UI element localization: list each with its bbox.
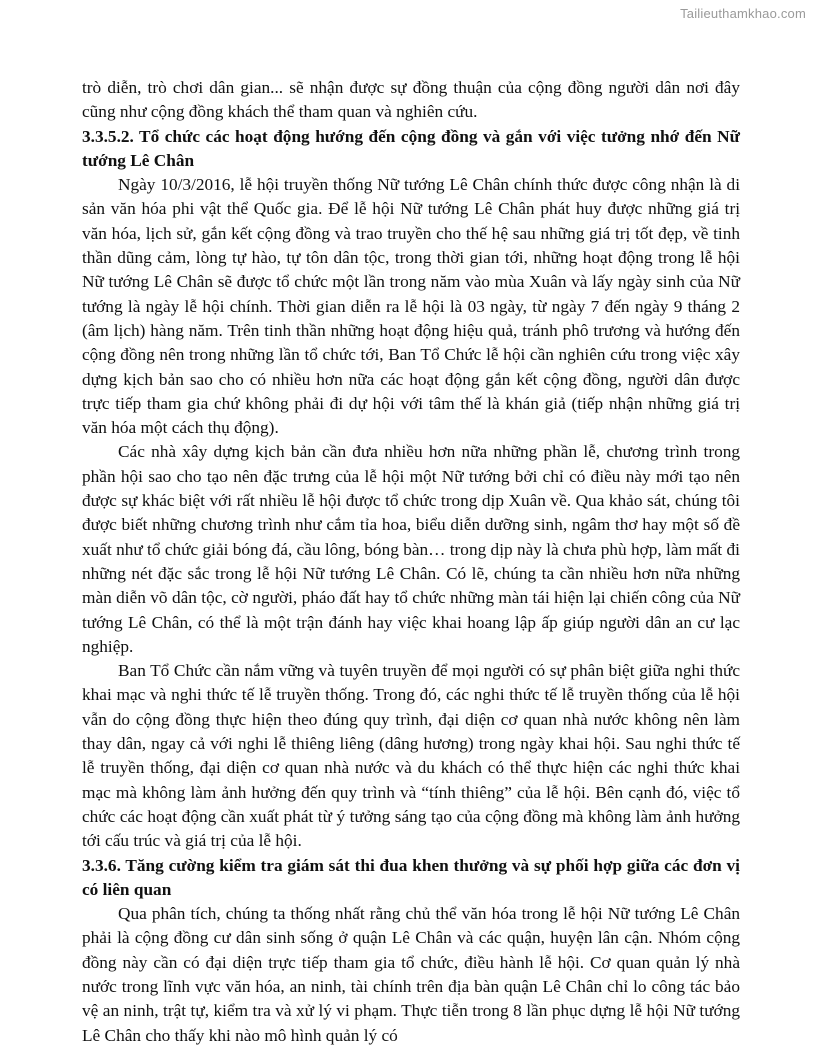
intro-paragraph: trò diễn, trò chơi dân gian... sẽ nhận được sự đồng thuận của cộng đồng người dân nơi đây cũng như cộng đồng khách thể tham quan và nghiên cứu. [82, 78, 740, 122]
paragraph: Các nhà xây dựng kịch bản cần đưa nhiều hơn nữa những phần lễ, chương trình trong phần hội sao cho tạo nên đặc trưng của lễ hội một Nữ tướng bởi chỉ có điều này mới tạo nên được sự khác biệt với rất nhiều lễ hội được tổ chức trong dịp Xuân về. Qua khảo sát, chúng tôi được biết những chương trình như cắm tỉa hoa, biểu diễn dưỡng sinh, ngâm thơ hay một số đề xuất như tổ chức giải bóng đá, cầu lông, bóng bàn… trong dịp này là chưa phù hợp, làm mất đi những nét đặc sắc trong lễ hội Nữ tướng Lê Chân. Có lẽ, chúng ta cần nhiều hơn nữa những màn diễn võ dân tộc, cờ người, pháo đất hay tổ chức những màn tái hiện lại chiến công của Nữ tướng Lê Chân, có thể là một trận đánh hay việc khai hoang lập ấp giúp người dân an cư lạc nghiệp. [82, 442, 740, 656]
section-heading-3-3-5-2: 3.3.5.2. Tổ chức các hoạt động hướng đến cộng đồng và gắn với việc tưởng nhớ đến Nữ tướng Lê Chân [82, 126, 740, 170]
paragraph: Ban Tổ Chức cần nắm vững và tuyên truyền để mọi người có sự phân biệt giữa nghi thức khai mạc và nghi thức tế lễ truyền thống. Trong đó, các nghi thức tế lễ truyền thống của lễ hội vẫn do cộng đồng thực hiện theo đúng quy trình, đại diện cơ quan nhà nước không nên làm thay dân, ngay cả với nghi lễ thiêng liêng (dâng hương) trong ngày khai hội. Sau nghi thức tế lễ truyền thống, đại diện cơ quan nhà nước và du khách có thể thực hiện các nghi thức khai mạc mà không làm ảnh hưởng đến quy trình và “tính thiêng” của lễ hội. Bên cạnh đó, việc tổ chức các hoạt động cần xuất phát từ ý tưởng sáng tạo của cộng đồng mà không làm ảnh hưởng tới cấu trúc và giá trị của lễ hội. [82, 661, 740, 851]
document-page [82, 76, 740, 1048]
section-heading-3-3-6: 3.3.6. Tăng cường kiểm tra giám sát thi đua khen thưởng và sự phối hợp giữa các đơn vị có liên quan [82, 855, 740, 899]
paragraph: Qua phân tích, chúng ta thống nhất rằng chủ thể văn hóa trong lễ hội Nữ tướng Lê Chân phải là cộng đồng cư dân sinh sống ở quận Lê Chân và các quận, huyện lân cận. Nhóm cộng đồng này cần có đại diện trực tiếp tham gia tổ chức, điều hành lễ hội. Cơ quan quản lý nhà nước trong lĩnh vực văn hóa, an ninh, tài chính trên địa bàn quận Lê Chân chỉ lo công tác bảo vệ an ninh, trật tự, kiểm tra và xử lý vi phạm. Thực tiễn trong 8 lần phục dựng lễ hội Nữ tướng Lê Chân cho thấy khi nào mô hình quản lý có [82, 904, 740, 1045]
paragraph: Ngày 10/3/2016, lễ hội truyền thống Nữ tướng Lê Chân chính thức được công nhận là di sản văn hóa phi vật thể Quốc gia. Để lễ hội Nữ tướng Lê Chân phát huy được những giá trị văn hóa, lịch sử, gắn kết cộng đồng và trao truyền cho thế hệ sau những giá trị tốt đẹp, về tinh thần dũng cảm, lòng tự hào, tự tôn dân tộc, trong thời gian tới, những hoạt động trong lễ hội Nữ tướng Lê Chân sẽ được tổ chức một lần trong năm vào mùa Xuân và lấy ngày sinh của Nữ tướng là ngày lễ hội chính. Thời gian diễn ra lễ hội là 03 ngày, từ ngày 7 đến ngày 9 tháng 2 (âm lịch) hàng năm. Trên tinh thần những hoạt động hiệu quả, tránh phô trương và hướng đến cộng đồng nên trong những lần tổ chức tới, Ban Tổ Chức lễ hội cần nghiên cứu trong việc xây dựng kịch bản sao cho có nhiều hơn nữa các hoạt động gắn kết cộng đồng, người dân được trực tiếp tham gia chứ không phải đi dự hội với tâm thế là khán giả (tiếp nhận những giá trị văn hóa một cách thụ động). [82, 175, 740, 438]
watermark-text: Tailieuthamkhao.com [680, 6, 806, 21]
